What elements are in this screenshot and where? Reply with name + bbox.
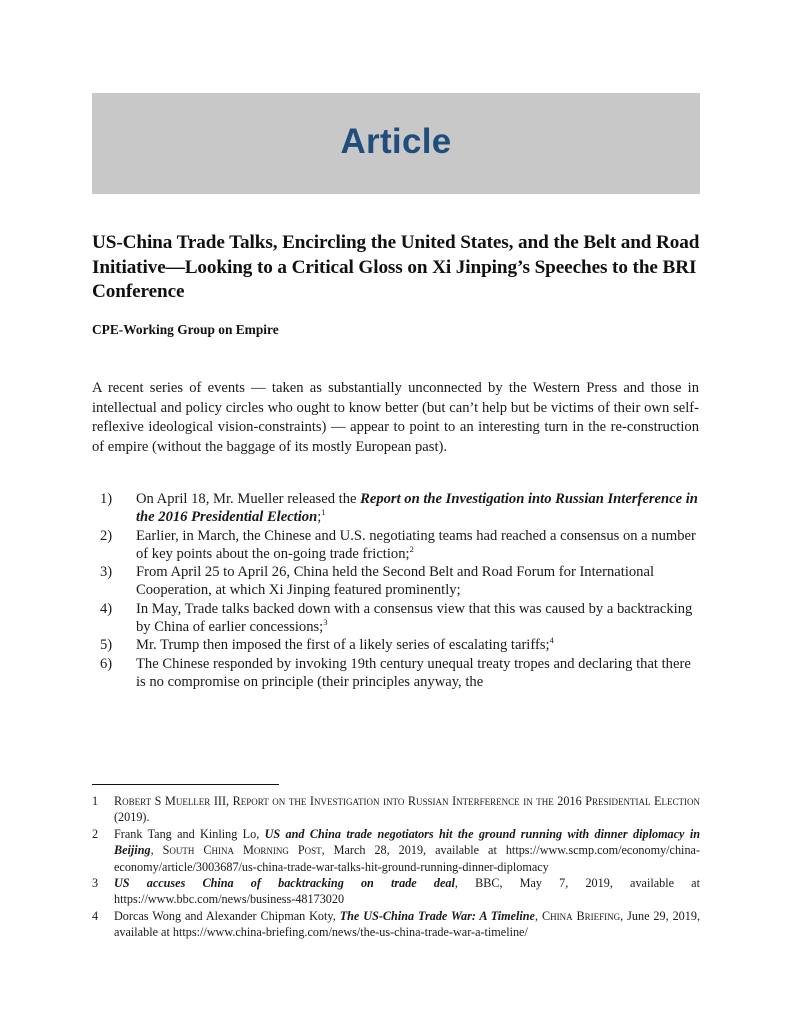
footnote-article-title: The US-China Trade War: A Timeline [339, 908, 535, 923]
list-number: 3) [100, 564, 113, 581]
footnote-text: , [534, 908, 542, 923]
footnote-link-text[interactable]: , March 28, 2019, available at https://www.scmp.com/economy/china-economy/article/3003687/us-china-trade-war-talks-hit-ground-running-dinner-diplomacy [114, 843, 701, 874]
list-number: 6) [100, 655, 113, 672]
footnote [92, 793, 700, 826]
footnote-link-text[interactable]: , June 29, 2019, available at https://www.china-briefing.com/news/the-us-china-trade-war-a-timeline/ [114, 908, 700, 940]
footnote-divider [92, 784, 279, 785]
list-text: In May, Trade talks backed down with a consensus view that this was caused by a backtracking by China of earlier concessions; [136, 600, 693, 636]
footnote-article-title: US and China trade negotiators hit the ground running with dinner diplomacy in Beijing [114, 826, 700, 858]
footnote-number: 4 [92, 908, 99, 923]
list-item [100, 527, 700, 564]
list-number: 1) [100, 491, 113, 507]
article-banner [92, 93, 700, 194]
list-text: On April 18, Mr. Mueller released the [136, 491, 361, 507]
list-item [100, 636, 700, 654]
footnote-publication: China Briefing [541, 908, 621, 923]
footnote-ref[interactable]: 3 [323, 617, 328, 628]
footnote [92, 875, 700, 908]
footnote-text: Dorcas Wong and Alexander Chipman Koty, [114, 908, 340, 923]
list-item [100, 563, 700, 600]
footnote-number: 1 [92, 794, 99, 808]
footnote-text: (2019). [114, 810, 150, 825]
footnote-line [114, 875, 700, 891]
list-number: 2) [100, 527, 113, 544]
article-title: US-China Trade Talks, Encircling the United States, and the Belt and Road Initiative—Looking to a Critical Gloss on Xi Jinping’s Speeches to the BRI Conference [92, 232, 700, 302]
list-text: From April 25 to April 26, China held the Second Belt and Road Forum for International Cooperation, at which Xi Jinping featured prominently; [136, 564, 655, 599]
banner-title: Article [340, 121, 452, 161]
list-text: The Chinese responded by invoking 19th century unequal treaty tropes and declaring that there is no compromise on principle (their principles anyway, the [136, 655, 691, 690]
list-text: ; [317, 509, 322, 526]
report-title: Report on the Investigation into Russian Interference in the 2016 Presidential Election [136, 491, 698, 526]
footnote-number: 2 [92, 826, 99, 841]
list-number: 5) [100, 637, 113, 654]
footnote-ref[interactable]: 1 [321, 507, 326, 518]
list-item [100, 655, 700, 692]
footnote-text: , [150, 843, 163, 858]
footnote-citation: Robert S Mueller III, Report on the Investigation into Russian Interference in the 2016 Presidential Election [114, 794, 700, 808]
list-item [100, 600, 700, 637]
footnote-ref[interactable]: 4 [549, 635, 554, 646]
list-text: Mr. Trump then imposed the first of a likely series of escalating tariffs; [136, 637, 550, 654]
footnote-article-title: US accuses China of backtracking on trade deal [114, 876, 455, 891]
footnote-ref[interactable]: 2 [409, 544, 414, 555]
footnotes [92, 793, 700, 941]
intro-paragraph: A recent series of events — taken as substantially unconnected by the Western Press and those in intellectual and policy circles who ought to know better (but can’t help but be victims of their own self-reflexive ideological vision-constraints) — appear to point to an interesting turn in the re-construction of empire (without the baggage of its mostly European past). [92, 380, 699, 455]
list-text: Earlier, in March, the Chinese and U.S. negotiating teams had reached a consensus on a number of key points about the on-going trade friction; [136, 527, 696, 562]
footnote-link-text[interactable]: https://www.bbc.com/news/business-48173020 [114, 892, 345, 907]
footnote-number: 3 [92, 876, 99, 891]
footnote-text: , BBC, May 7, 2019, available at [454, 876, 700, 891]
footnote [92, 908, 700, 941]
list-number: 4) [100, 600, 113, 617]
footnote-text: Frank Tang and Kinling Lo, [114, 826, 265, 841]
footnote-publication: South China Morning Post [162, 843, 322, 858]
list-item [100, 490, 700, 527]
events-list [100, 490, 700, 691]
footnote [92, 826, 700, 875]
author-line: CPE-Working Group on Empire [92, 322, 279, 337]
